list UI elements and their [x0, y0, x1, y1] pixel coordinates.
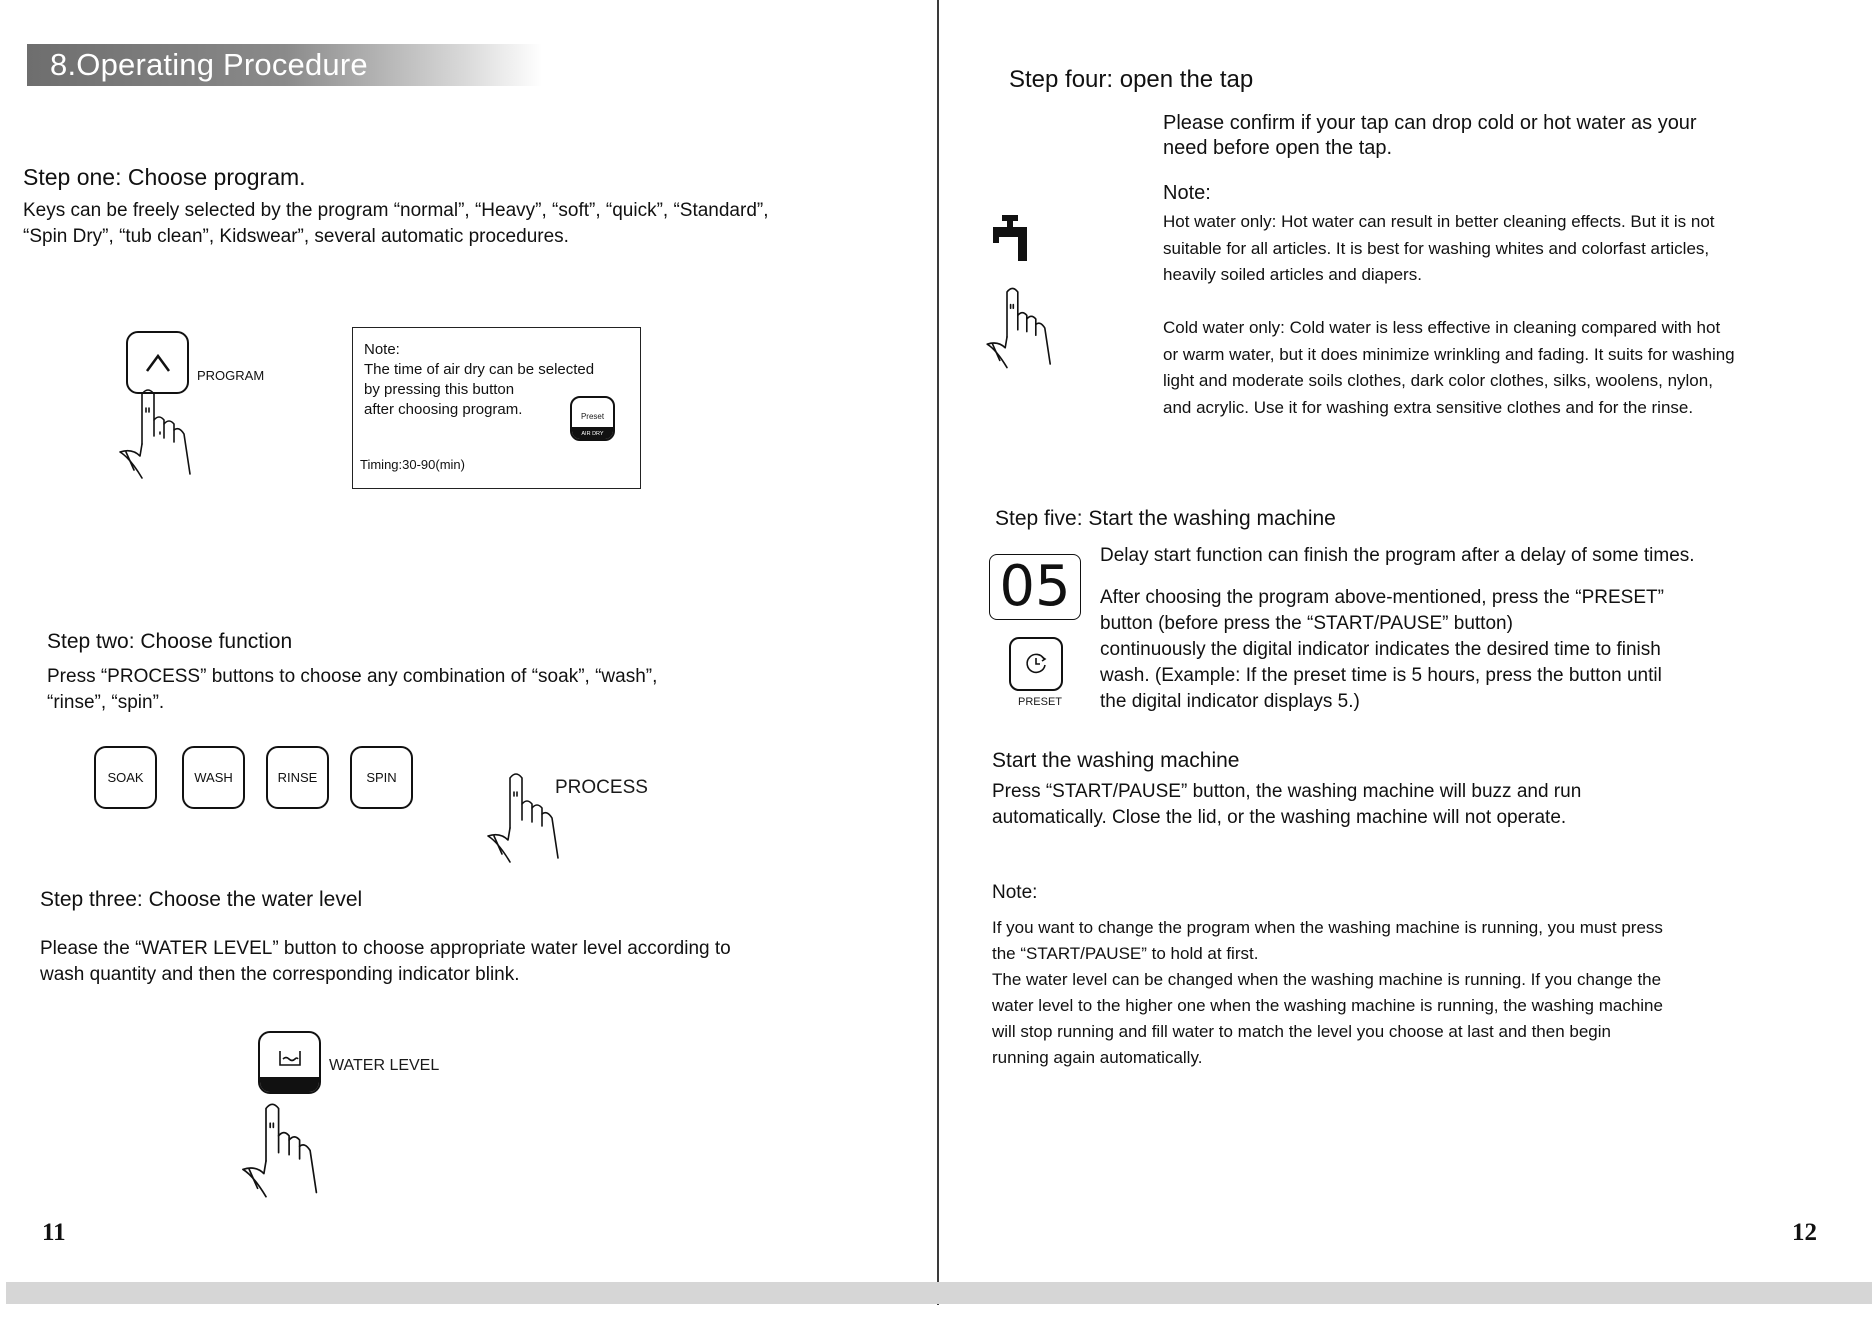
hand-pointer-icon: [980, 282, 1070, 374]
step-five-delay-line: Delay start function can finish the program after a delay of some times.: [1100, 545, 1695, 566]
bottom-note-line6: running again automatically.: [992, 1048, 1203, 1067]
bottom-note-title: Note:: [992, 882, 1038, 903]
step-three-text-line1: Please the “WATER LEVEL” button to choose appropriate water level according to: [40, 938, 731, 959]
page-number-left: 11: [42, 1219, 66, 1246]
step-five-line5: the digital indicator displays 5.): [1100, 691, 1360, 712]
preset-label: PRESET: [1018, 696, 1063, 708]
hot-water-line3: heavily soiled articles and diapers.: [1163, 265, 1422, 284]
bottom-note-line5: will stop running and fill water to match the level you choose at last and then begin: [992, 1022, 1611, 1041]
cold-water-line4: and acrylic. Use it for washing extra sensitive clothes and for the rinse.: [1163, 397, 1694, 417]
preset-button-label: Preset: [580, 412, 605, 421]
step-three-title: Step three: Choose the water level: [40, 888, 363, 911]
preset-air-dry-button[interactable]: [570, 396, 615, 441]
step-one-text-line2: “Spin Dry”, “tub clean”, Kidswear”, several automatic procedures.: [23, 226, 569, 247]
step-one-title: Step one: Choose program.: [23, 164, 306, 190]
step-five-line1: After choosing the program above-mentioned, press the “PRESET”: [1100, 587, 1664, 608]
air-dry-note-box: [352, 327, 641, 489]
tap-icon: [993, 215, 1029, 263]
cold-water-line1: Cold water only: Cold water is less effective in cleaning compared with hot: [1163, 318, 1721, 337]
hot-water-line1: Hot water only: Hot water can result in better cleaning effects. But it is not: [1163, 212, 1715, 231]
note-title: Note:: [364, 341, 400, 358]
step-four-confirm-line2: need before open the tap.: [1163, 137, 1393, 159]
soak-button-label: SOAK: [107, 770, 144, 785]
spin-button[interactable]: [350, 746, 413, 809]
step-two-text-line1: Press “PROCESS” buttons to choose any combination of “soak”, “wash”,: [47, 666, 658, 687]
wash-button-label: WASH: [194, 770, 233, 785]
water-level-label: WATER LEVEL: [329, 1057, 440, 1074]
water-level-button[interactable]: [258, 1031, 321, 1094]
step-five-line2: button (before press the “START/PAUSE” button): [1100, 613, 1513, 634]
soak-button[interactable]: [94, 746, 157, 809]
bottom-gray-band: [6, 1282, 1872, 1304]
note-timing: Timing:30-90(min): [360, 457, 465, 472]
page-fold-divider: [937, 0, 939, 1305]
step-four-confirm-line1: Please confirm if your tap can drop cold or hot water as your: [1163, 112, 1697, 134]
display-value: 05: [999, 554, 1071, 619]
step-one-text-line1: Keys can be freely selected by the program “normal”, “Heavy”, “soft”, “quick”, “Standard”,: [23, 200, 769, 221]
preset-button[interactable]: [1009, 637, 1063, 691]
hand-pointer-icon: [112, 384, 212, 484]
page-number-right: 12: [1792, 1219, 1817, 1246]
spin-button-label: SPIN: [366, 770, 397, 785]
step-five-line4: wash. (Example: If the preset time is 5 hours, press the button until: [1100, 665, 1662, 686]
note-line3: after choosing program.: [364, 401, 523, 418]
water-basin-icon: [278, 1049, 302, 1067]
step-three-text-line2: wash quantity and then the corresponding indicator blink.: [40, 964, 520, 985]
clock-icon: [1023, 651, 1049, 677]
step-two-text-line2: “rinse”, “spin”.: [47, 692, 165, 713]
digital-display: [989, 554, 1081, 620]
bottom-note-line2: the “START/PAUSE” to hold at first.: [992, 944, 1259, 963]
rinse-button-label: RINSE: [277, 770, 318, 785]
hot-water-line2: suitable for all articles. It is best for washing whites and colorfast articles,: [1163, 238, 1710, 258]
note-line2: by pressing this button: [364, 381, 515, 398]
bottom-note-line4: water level to the higher one when the washing machine is running, the washing machine: [992, 996, 1663, 1015]
start-title: Start the washing machine: [992, 749, 1240, 772]
cold-water-line3: light and moderate soils clothes, dark color clothes, silks, woolens, nylon,: [1163, 371, 1713, 390]
chevron-up-icon: [143, 352, 173, 374]
program-label: PROGRAM: [197, 368, 265, 383]
start-line2: automatically. Close the lid, or the washing machine will not operate.: [992, 807, 1567, 828]
bottom-note-line1: If you want to change the program when the washing machine is running, you must press: [992, 918, 1663, 937]
note-line1: The time of air dry can be selected: [364, 361, 595, 378]
wash-button[interactable]: [182, 746, 245, 809]
step-four-note-title: Note:: [1163, 182, 1211, 204]
process-label: PROCESS: [555, 777, 648, 798]
rinse-button[interactable]: [266, 746, 329, 809]
hand-pointer-icon: [232, 1098, 342, 1203]
step-five-line3: continuously the digital indicator indicates the desired time to finish: [1100, 639, 1661, 660]
section-header-title: 8.Operating Procedure: [50, 47, 368, 82]
start-line1: Press “START/PAUSE” button, the washing machine will buzz and run: [992, 781, 1582, 802]
step-five-title: Step five: Start the washing machine: [995, 507, 1336, 530]
water-level-indicator-bar: [260, 1077, 319, 1094]
air-dry-label: AIR DRY: [572, 427, 613, 441]
cold-water-line2: or warm water, but it does minimize wrinkling and fading. It suits for washing: [1163, 344, 1735, 364]
step-two-title: Step two: Choose function: [47, 630, 293, 653]
bottom-note-line3: The water level can be changed when the washing machine is running. If you change the: [992, 970, 1662, 989]
step-four-title: Step four: open the tap: [1009, 66, 1254, 93]
